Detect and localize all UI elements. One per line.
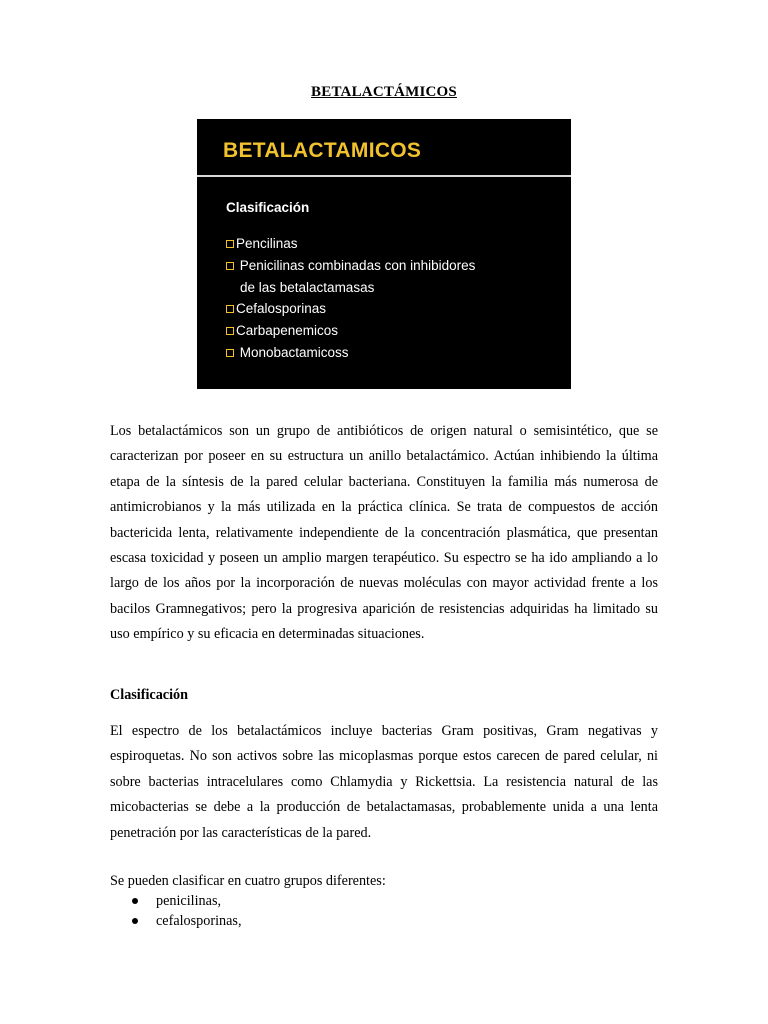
section-heading: Clasificación xyxy=(110,687,189,703)
list-item xyxy=(110,891,242,911)
intro-paragraph: Los betalactámicos son un grupo de antibióticos de origen natural o semisintético, que se caracterizan por poseer en su estructura un anillo betalactámico. Actúan inhibiendo la última etapa de la síntesis de la pared celular bacteriana. Constituyen la familia más numerosa de antimicrobianos y la más utilizada en la práctica clínica. Se trata de compuestos de acción bactericida lenta, relativamente independiente de la concentración plasmática, que presentan escasa toxicidad y poseen un amplio margen terapéutico. Su espectro se ha ido ampliando a lo largo de los años por la incorporación de nuevas moléculas con mayor actividad frente a los bacilos Gramnegativos; pero la progresiva aparición de resistencias adquiridas ha limitado su uso empírico y su eficacia en determinadas situaciones. xyxy=(110,423,658,643)
slide-item-text: de las betalactamasas xyxy=(240,279,375,295)
slide-list-item xyxy=(226,320,475,342)
slide-list-item-continuation xyxy=(226,277,475,299)
bullet-icon xyxy=(132,898,138,904)
slide-divider xyxy=(197,175,571,177)
slide-list-item xyxy=(226,342,475,364)
slide-list-item xyxy=(226,298,475,320)
document-title: BETALACTÁMICOS xyxy=(311,84,457,100)
list-item-text: cefalosporinas, xyxy=(156,913,242,929)
bullet-icon xyxy=(132,918,138,924)
checkbox-bullet-icon xyxy=(226,240,234,248)
checkbox-bullet-icon xyxy=(226,262,234,270)
slide-item-text: Carbapenemicos xyxy=(236,323,339,339)
slide-item-text: Monobactamicoss xyxy=(236,344,349,360)
slide-list-item xyxy=(226,233,475,255)
groups-list xyxy=(110,891,242,931)
list-item xyxy=(110,911,242,931)
slide-list-item xyxy=(226,255,475,277)
checkbox-bullet-icon xyxy=(226,327,234,335)
slide-item-text: Cefalosporinas xyxy=(236,301,327,317)
slide-item-text: Pencilinas xyxy=(236,236,298,251)
groups-intro-paragraph: Se pueden clasificar en cuatro grupos diferentes: xyxy=(110,873,386,889)
slide-list xyxy=(226,233,475,364)
checkbox-bullet-icon xyxy=(226,349,234,357)
slide-title: BETALACTAMICOS xyxy=(223,139,422,162)
list-item-text: penicilinas, xyxy=(156,893,222,909)
classification-paragraph: El espectro de los betalactámicos incluye bacterias Gram positivas, Gram negativas y espiroquetas. No son activos sobre las micoplasmas porque estos carecen de pared celular, ni sobre bacterias intracelulares como Chlamydia y Rickettsia. La resistencia natural de las micobacterias se debe a la producción de betalactamasas, probablemente unida a una lenta penetración por las características de la pared. xyxy=(110,723,658,841)
slide-item-text: Penicilinas combinadas con inhibidores xyxy=(236,257,476,273)
slide-subtitle: Clasificación xyxy=(226,200,310,215)
slide-image xyxy=(197,119,571,389)
checkbox-bullet-icon xyxy=(226,305,234,313)
